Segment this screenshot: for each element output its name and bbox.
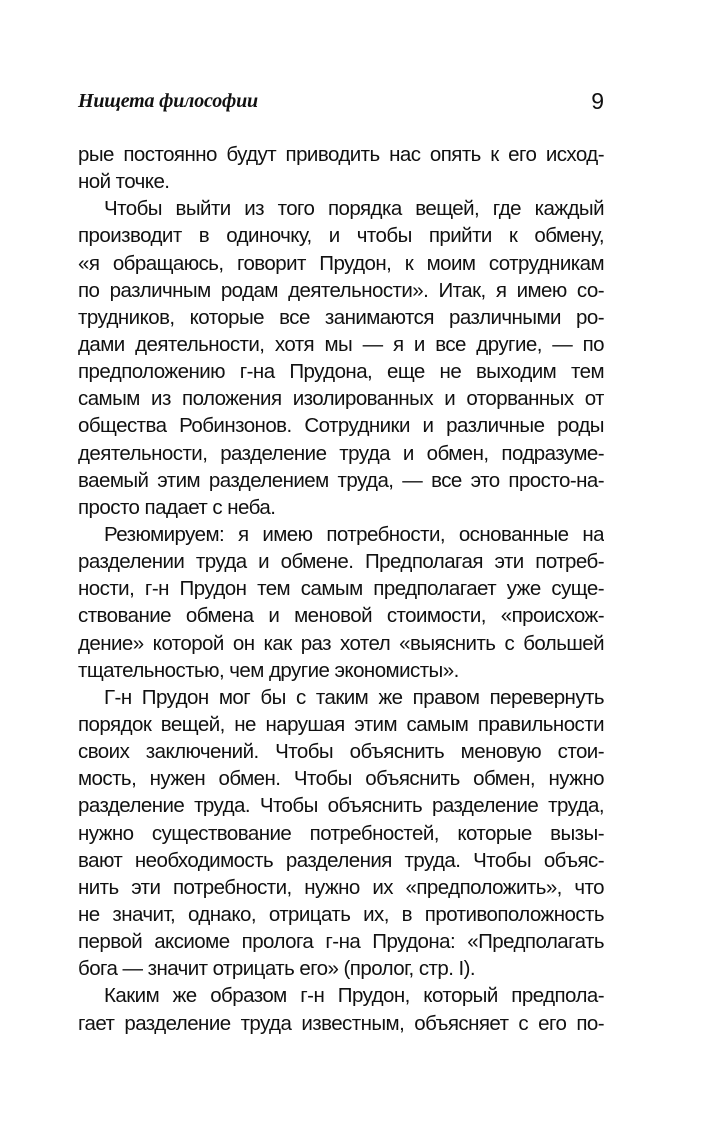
text-line: общества Робинзонов. Сотрудники и различные роды: [78, 414, 604, 438]
text-line: разделение труда. Чтобы объяснить разделение труда,: [78, 794, 604, 818]
text-line: вают необходимость разделения труда. Чтобы объяс-: [78, 848, 604, 872]
page-number: 9: [591, 88, 604, 114]
text-line: дение» которой он как раз хотел «выяснить с большей: [78, 631, 604, 655]
text-line: не значит, однако, отрицать их, в противоположность: [78, 902, 604, 926]
text-line: Г-н Прудон мог бы с таким же правом перевернуть: [104, 685, 604, 709]
text-line: своих заключений. Чтобы объяснить меновую стои-: [78, 740, 604, 764]
text-line: деятельности, разделение труда и обмен, подразуме-: [78, 441, 604, 465]
text-line: Каким же образом г-н Прудон, который предпола-: [104, 984, 604, 1008]
text-line: ваемый этим разделением труда, — все это просто-на-: [78, 468, 604, 492]
running-title: Нищета философии: [78, 90, 258, 112]
text-line: гает разделение труда известным, объясняет с его по-: [78, 1011, 604, 1035]
text-line: ной точке.: [78, 170, 170, 194]
page-header: [78, 88, 604, 118]
text-line: по различным родам деятельности». Итак, я имею со-: [78, 278, 604, 302]
text-line: порядок вещей, не нарушая этим самым правильности: [78, 712, 604, 736]
text-line: трудников, которые все занимаются различными ро-: [78, 305, 604, 329]
text-line: самым из положения изолированных и оторванных от: [78, 387, 604, 411]
text-line: рые постоянно будут приводить нас опять к его исход-: [78, 143, 604, 166]
text-line: ности, г-н Прудон тем самым предполагает уже суще-: [78, 577, 604, 601]
text-line: Резюмируем: я имею потребности, основанные на: [104, 522, 604, 546]
text-line: первой аксиоме пролога г-на Прудона: «Предполагать: [78, 930, 604, 954]
text-line: ствование обмена и меновой стоимости, «происхож-: [78, 604, 604, 628]
text-line: предположению г-на Прудона, еще не выходим тем: [78, 360, 604, 384]
text-line: нужно существование потребностей, которые вызы-: [78, 821, 604, 845]
text-line: просто падает с неба.: [78, 495, 276, 519]
text-line: мость, нужен обмен. Чтобы объяснить обмен, нужно: [78, 767, 604, 791]
body-text: [78, 141, 604, 1037]
text-line: дами деятельности, хотя мы — я и все другие, — по: [78, 332, 604, 356]
text-line: производит в одиночку, и чтобы прийти к обмену,: [78, 224, 604, 248]
text-line: «я обращаюсь, говорит Прудон, к моим сотрудникам: [78, 251, 604, 275]
text-line: тщательностью, чем другие экономисты».: [78, 658, 459, 682]
text-line: бога — значит отрицать его» (пролог, стр. I).: [78, 957, 476, 981]
text-line: нить эти потребности, нужно их «предположить», что: [78, 875, 604, 899]
text-line: разделении труда и обмене. Предполагая эти потреб-: [78, 550, 604, 574]
text-line: Чтобы выйти из того порядка вещей, где каждый: [104, 197, 604, 221]
